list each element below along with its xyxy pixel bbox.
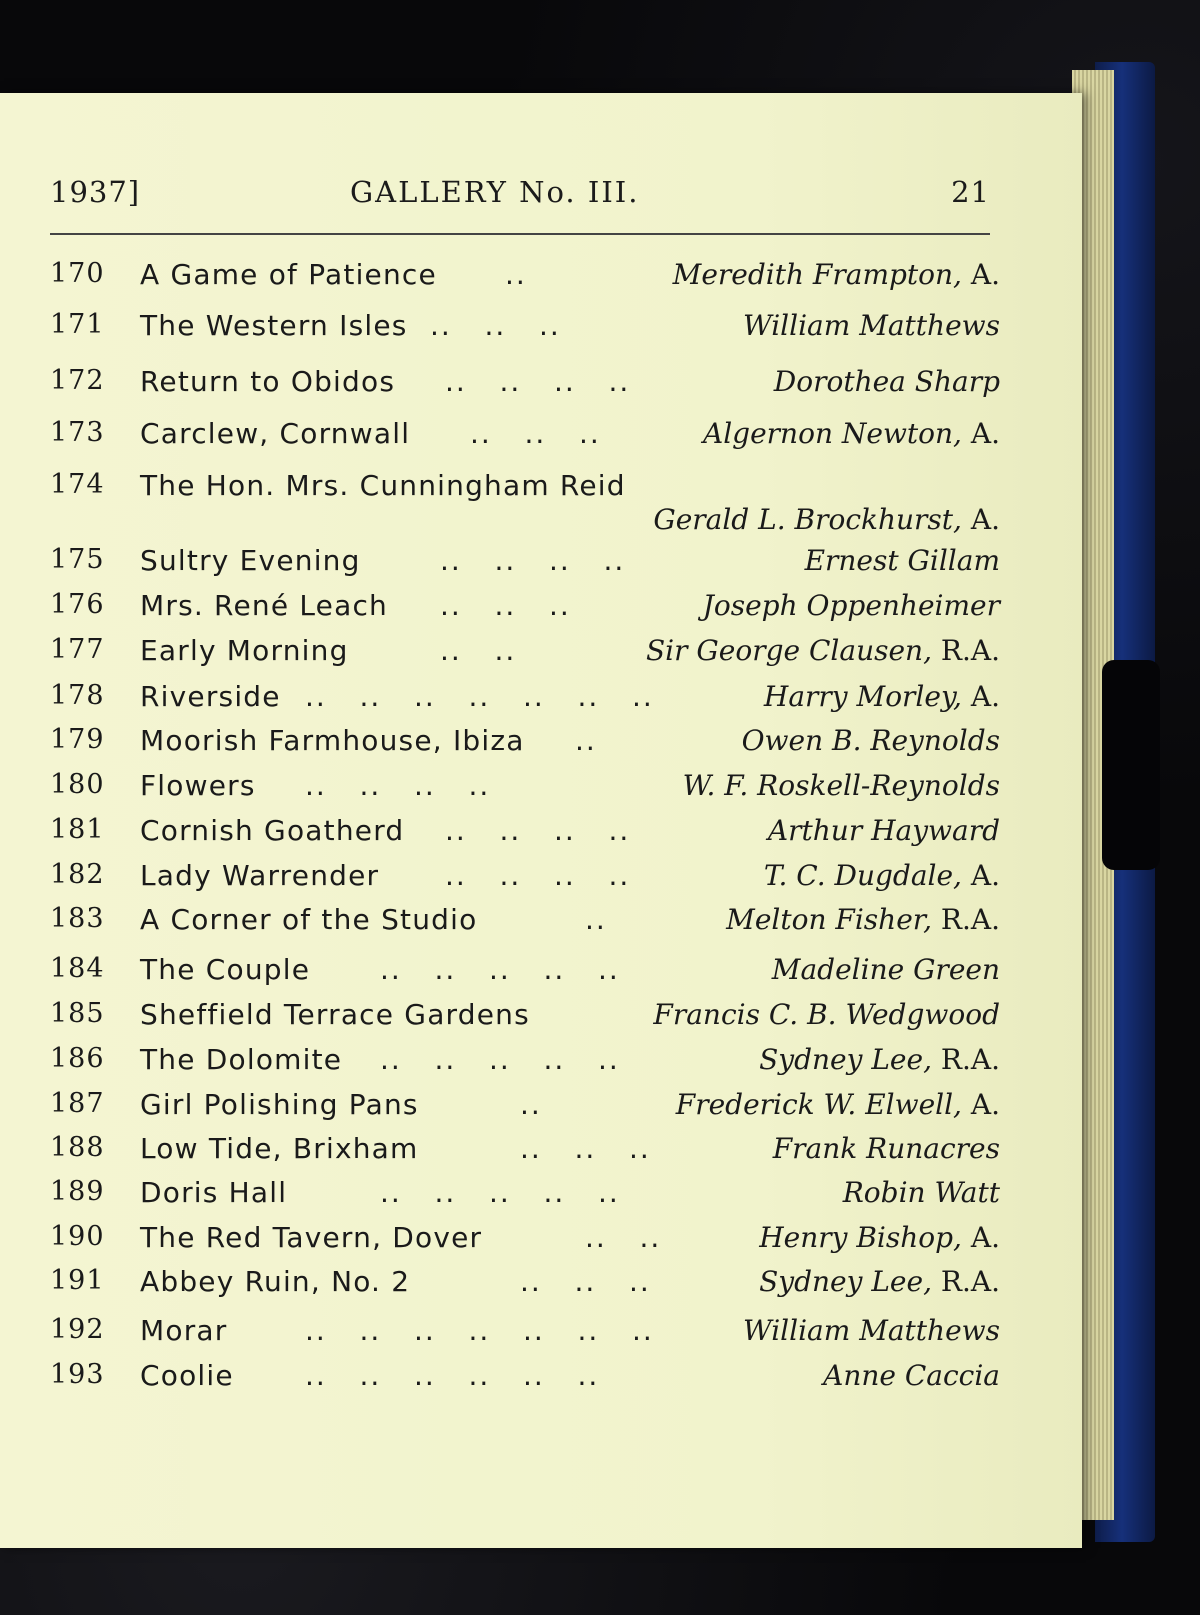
entry-artist — [683, 769, 1000, 802]
dot-leader: .. .. .. — [470, 417, 601, 450]
catalogue-entry — [50, 634, 1000, 678]
artist-name: Sydney Lee, — [759, 1265, 932, 1298]
entry-number: 180 — [50, 769, 105, 800]
artist-honour: A. — [961, 1221, 1000, 1254]
catalogue-page — [0, 93, 1082, 1548]
entry-title: Sheffield Terrace Gardens — [140, 998, 530, 1031]
artist-honour: A. — [961, 680, 1000, 713]
entry-title: Cornish Goatherd — [140, 814, 405, 847]
catalogue-entry — [50, 953, 1000, 997]
entry-artist — [676, 1088, 1000, 1121]
artist-name: Arthur Hayward — [767, 814, 1000, 847]
artist-honour: A. — [961, 417, 1000, 450]
artist-honour: R.A. — [931, 903, 1000, 936]
artist-name: Dorothea Sharp — [773, 365, 1000, 398]
entry-title: Sultry Evening — [140, 544, 361, 577]
artist-name: William Matthews — [742, 1314, 1000, 1347]
dot-leader: .. .. .. .. .. — [380, 1176, 620, 1209]
entry-title: Carclew, Cornwall — [140, 417, 411, 450]
artist-name: William Matthews — [742, 309, 1000, 342]
entry-title: Moorish Farmhouse, Ibiza — [140, 724, 525, 757]
entry-artist — [823, 1359, 1000, 1392]
entry-artist — [773, 1132, 1000, 1165]
entry-list — [0, 93, 1082, 1548]
entry-number: 193 — [50, 1359, 105, 1390]
catalogue-entry — [50, 859, 1000, 903]
catalogue-entry — [50, 1176, 1000, 1220]
entry-number: 190 — [50, 1221, 105, 1252]
entry-number: 175 — [50, 544, 105, 575]
entry-artist — [743, 309, 1000, 342]
artist-name: Sydney Lee, — [759, 1043, 932, 1076]
catalogue-entry — [50, 1314, 1000, 1358]
dot-leader: .. .. .. .. — [440, 544, 626, 577]
entry-number: 187 — [50, 1088, 105, 1119]
entry-artist — [764, 859, 1000, 892]
entry-number: 172 — [50, 365, 105, 396]
artist-name: Joseph Oppenheimer — [702, 589, 1000, 622]
entry-number: 184 — [50, 953, 105, 984]
dot-leader: .. — [505, 258, 527, 291]
entry-title: A Game of Patience — [140, 258, 437, 291]
catalogue-entry — [50, 903, 1000, 947]
dot-leader: .. .. .. .. — [445, 814, 631, 847]
entry-number: 179 — [50, 724, 105, 755]
artist-name: Ernest Gillam — [804, 544, 1000, 577]
entry-title: Morar — [140, 1314, 228, 1347]
artist-honour: A. — [961, 258, 1000, 291]
entry-title: Girl Polishing Pans — [140, 1088, 419, 1121]
catalogue-entry — [50, 814, 1000, 858]
catalogue-entry — [50, 769, 1000, 813]
entry-artist — [653, 998, 1000, 1031]
entry-number: 173 — [50, 417, 105, 448]
dot-leader: .. .. .. .. .. — [380, 1043, 620, 1076]
artist-name: Frederick W. Elwell, — [675, 1088, 962, 1121]
catalogue-entry — [50, 417, 1000, 461]
entry-artist — [759, 1043, 1000, 1076]
entry-artist — [646, 634, 1000, 667]
entry-number: 170 — [50, 258, 105, 289]
dot-leader: .. — [520, 1088, 542, 1121]
entry-number: 186 — [50, 1043, 105, 1074]
dot-leader: .. .. — [585, 1221, 662, 1254]
entry-artist — [764, 680, 1000, 713]
entry-artist — [774, 365, 1000, 398]
catalogue-entry — [50, 1359, 1000, 1403]
entry-title: Low Tide, Brixham — [140, 1132, 419, 1165]
entry-artist — [772, 953, 1000, 986]
catalogue-entry — [50, 309, 1000, 353]
entry-title: Abbey Ruin, No. 2 — [140, 1265, 411, 1298]
catalogue-entry — [50, 1043, 1000, 1087]
entry-number: 192 — [50, 1314, 105, 1345]
entry-title: Riverside — [140, 680, 281, 713]
entry-title: Flowers — [140, 769, 256, 802]
entry-title: Mrs. René Leach — [140, 589, 388, 622]
artist-name: Gerald L. Brockhurst, — [653, 503, 962, 536]
entry-title: The Western Isles — [140, 309, 408, 342]
entry-title: The Hon. Mrs. Cunningham Reid — [140, 469, 626, 502]
entry-title: The Couple — [140, 953, 311, 986]
catalogue-entry — [50, 365, 1000, 409]
dot-leader: .. .. .. — [430, 309, 561, 342]
book-clasp — [1102, 660, 1160, 870]
entry-number: 177 — [50, 634, 105, 665]
catalogue-entry — [50, 724, 1000, 768]
entry-artist — [653, 503, 1000, 536]
dot-leader: .. .. .. .. — [305, 769, 491, 802]
dot-leader: .. .. — [440, 634, 517, 667]
catalogue-entry — [50, 680, 1000, 724]
dot-leader: .. .. .. .. .. — [380, 953, 620, 986]
catalogue-entry — [50, 589, 1000, 633]
entry-artist — [759, 1221, 1000, 1254]
artist-name: Algernon Newton, — [703, 417, 962, 450]
entry-title: Lady Warrender — [140, 859, 380, 892]
entry-artist — [673, 258, 1000, 291]
dot-leader: .. .. .. .. .. .. — [305, 1359, 600, 1392]
entry-number: 182 — [50, 859, 105, 890]
artist-honour: R.A. — [931, 1265, 1000, 1298]
entry-number: 171 — [50, 309, 105, 340]
entry-artist — [759, 1265, 1000, 1298]
dot-leader: .. — [575, 724, 597, 757]
entry-number: 176 — [50, 589, 105, 620]
dot-leader: .. .. .. .. — [445, 365, 631, 398]
entry-number: 185 — [50, 998, 105, 1029]
artist-name: Frank Runacres — [772, 1132, 1000, 1165]
entry-number: 189 — [50, 1176, 105, 1207]
catalogue-entry — [50, 1265, 1000, 1309]
dot-leader: .. .. .. — [520, 1265, 651, 1298]
artist-name: Henry Bishop, — [759, 1221, 962, 1254]
artist-name: Meredith Frampton, — [672, 258, 962, 291]
artist-name: Madeline Green — [771, 953, 1000, 986]
artist-name: Harry Morley, — [763, 680, 962, 713]
entry-artist — [805, 544, 1000, 577]
catalogue-entry — [50, 998, 1000, 1042]
dot-leader: .. — [585, 903, 607, 936]
entry-artist — [703, 589, 1000, 622]
catalogue-entry — [50, 1088, 1000, 1132]
artist-name: T. C. Dugdale, — [763, 859, 962, 892]
artist-name: Robin Watt — [842, 1176, 1000, 1209]
entry-title: Doris Hall — [140, 1176, 288, 1209]
dot-leader: .. .. .. — [440, 589, 571, 622]
catalogue-entry — [50, 469, 1000, 536]
dot-leader: .. .. .. .. — [445, 859, 631, 892]
entry-number: 183 — [50, 903, 105, 934]
artist-honour: A. — [961, 859, 1000, 892]
entry-artist — [843, 1176, 1000, 1209]
artist-honour: A. — [961, 1088, 1000, 1121]
entry-number: 174 — [50, 469, 105, 500]
entry-number: 191 — [50, 1265, 105, 1296]
entry-artist — [726, 903, 1000, 936]
catalogue-entry — [50, 258, 1000, 302]
header-title: GALLERY No. III. — [350, 175, 640, 209]
dot-leader: .. .. .. .. .. .. .. — [305, 680, 654, 713]
entry-title: The Dolomite — [140, 1043, 343, 1076]
artist-name: Sir George Clausen, — [646, 634, 932, 667]
entry-title: Return to Obidos — [140, 365, 396, 398]
artist-name: W. F. Roskell-Reynolds — [682, 769, 1000, 802]
dot-leader: .. .. .. — [520, 1132, 651, 1165]
entry-number: 188 — [50, 1132, 105, 1163]
artist-name: Anne Caccia — [823, 1359, 1000, 1392]
artist-name: Francis C. B. Wedgwood — [653, 998, 1000, 1031]
artist-honour: R.A. — [931, 634, 1000, 667]
entry-artist — [743, 1314, 1000, 1347]
artist-name: Owen B. Reynolds — [741, 724, 1000, 757]
catalogue-entry — [50, 1132, 1000, 1176]
dot-leader: .. .. .. .. .. .. .. — [305, 1314, 654, 1347]
entry-artist — [703, 417, 1000, 450]
catalogue-entry — [50, 1221, 1000, 1265]
header-year: 1937] — [50, 175, 141, 209]
entry-title: A Corner of the Studio — [140, 903, 478, 936]
entry-title: Coolie — [140, 1359, 234, 1392]
entry-artist — [742, 724, 1000, 757]
entry-artist — [768, 814, 1000, 847]
entry-number: 178 — [50, 680, 105, 711]
entry-title: The Red Tavern, Dover — [140, 1221, 483, 1254]
catalogue-entry — [50, 544, 1000, 588]
entry-number: 181 — [50, 814, 105, 845]
artist-name: Melton Fisher, — [726, 903, 932, 936]
entry-title: Early Morning — [140, 634, 349, 667]
artist-honour: A. — [961, 503, 1000, 536]
artist-honour: R.A. — [931, 1043, 1000, 1076]
page-number: 21 — [951, 175, 990, 209]
